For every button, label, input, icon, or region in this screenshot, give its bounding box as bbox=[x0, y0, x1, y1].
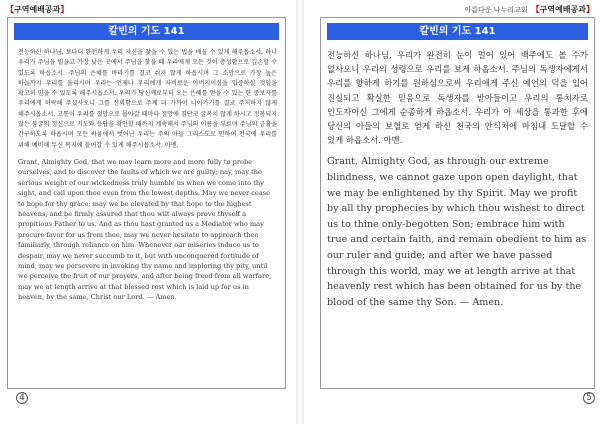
right-title-bar: 칼빈의 기도 141 bbox=[327, 23, 588, 40]
book-spine bbox=[296, 0, 304, 424]
right-body bbox=[327, 48, 588, 310]
right-content-frame bbox=[320, 17, 595, 389]
left-page-number: 4 bbox=[16, 392, 28, 404]
left-korean-prayer: 전능하신 하나님, 보다더 완전하게 우리 자신을 찾을 수 있는 법을 배울 수 있게 해주옵소서. 하나 우리가 주님을 빌을고 가장 낮은 곳에서 주님을 찾을 때 우리에게 모든 것이 충성함으로 깊손할 수 있도록 하옵소서. 주님의 은혜를 바라기를 결코 쉬지 않게 하옵시며 그 소망으로 가장 높은 하늘까지 우리를 올리시며 우리는 언제나 우리에게 자비로운 아버지이심을 입증하실 것임을 확고히 믿을 수 있도록 해주시옵소서. 우리가 당신께로부터 오는 은혜를 얻을 수 있는 한 중보자를 우리에게 허락해 주셨사오니 그를 신뢰함으로 주께 더 가까이 나아가기를 결코 주저하지 않게 해주시옵소서. 고통이 우리를 절망으로 몰아갈 때마다 절망에 겸단코 굴복치 않게 하시고 정복되지 않는 불굴의 정신으로 기도와 응답을 확인할 때까지 계속해서 주님의 이름을 부르며 주님의 긍휼을 간구하도록 하옵시며 모든 싸움에서 벗어난 우리는 주의 아들 그리스도로 인하여 천국에 우리를 위해 예비해 두신 복지에 들어갈 수 있게 해주시옵소서. 아멘. bbox=[18, 49, 277, 149]
right-english-prayer: Grant, Almighty God, as through our extreme blindness, we cannot gaze upon open daylight, that we may be enlightened by thy Spirit. May we profit by all thy prophecies by which thou wishest to direct us to thine only-begotten Son; embrace him with true and certain faith, and remain obedient to him as our ruler and guide; and after we have passed through this world, may we at length arrive at that heavenly rest which has been obtained for us by the blood of the same thy Son. — Amen. bbox=[327, 156, 587, 308]
right-section-tag bbox=[465, 4, 594, 15]
tag-close-bracket: 】 bbox=[60, 5, 69, 14]
tag-open-bracket: 【 bbox=[531, 5, 540, 14]
tag-label: 구역예배공과 bbox=[539, 5, 586, 14]
tag-open-bracket: 【 bbox=[6, 5, 14, 14]
left-content-frame bbox=[7, 17, 286, 389]
church-header: 아름다운 나누리교회 bbox=[464, 6, 528, 14]
tag-close-bracket: 】 bbox=[586, 5, 594, 14]
right-page bbox=[304, 0, 600, 424]
left-title-bar: 칼빈의 기도 141 bbox=[14, 23, 279, 40]
right-page-number: 5 bbox=[583, 392, 595, 404]
tag-label: 구역예배공과 bbox=[14, 5, 61, 14]
left-page bbox=[0, 0, 296, 424]
left-body bbox=[18, 48, 277, 303]
right-korean-prayer: 전능하신 하나님, 우리가 완전히 눈이 멀어 있어 백주에도 볼 수가 없사오니 우리의 성령으로 우리를 보게 하옵소서. 주님의 독생자에게서 우리를 향하게 하기를 원하심으로써 우리에게 주신 예언의 덕을 입어 진실되고 확실한 믿음으로 독생자를 받아들이고 우리의 통치자로 인도자이신 그에게 순종하게 하옵소서. 우리가 이 세상을 통과한 후에 당신의 아들의 보혈로 얻게 하신 천국의 안식처에 마침내 도달할 수 있게 하옵소서. 아멘. bbox=[327, 50, 588, 146]
left-section-tag bbox=[6, 4, 68, 15]
left-english-prayer: Grant, Almighty God, that we may learn more and more fully to probe ourselves, and to discover the faults of which we are guilty; nay, may the serious weight of our wickedness truly humble us when we come into thy sight, and call upon thee even from the lowest depths. May we never cease to hope for thy grace; may we be elevated by that hope to the highest heavens, and be firmly assured that thou wilt always prove thyself a propitious Father to us. And as thou hast granted us a Mediator who may procure favor for us from thee, may we never hesitate to approach thee familiarly, through reliance on him. Whenever our miseries induce us to despair, may we never succumb to it, but with unconquered fortitude of mind, may we persevere in invoking thy name and imploring thy pity, until we perceive the fruit of our prayers, and after being freed from all warfare, may we at length arrive at that blessed rest which is laid up for us in heaven, by the same, Christ our Lord. — Amen. bbox=[18, 157, 272, 302]
